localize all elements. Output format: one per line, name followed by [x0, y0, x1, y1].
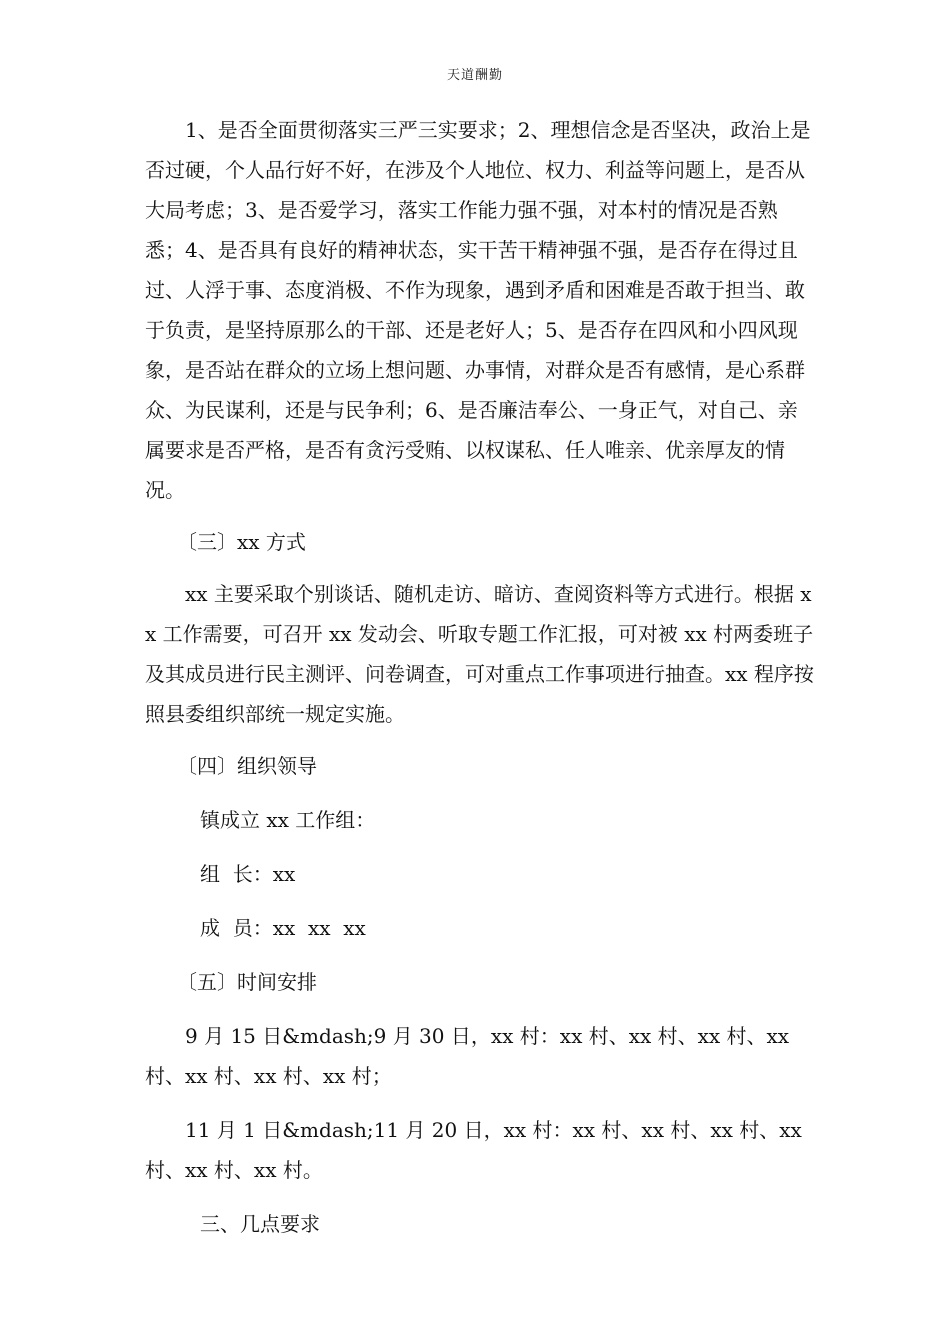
criteria-paragraph: 1、是否全面贯彻落实三严三实要求；2、理想信念是否坚决，政治上是否过硬，个人品行好不好，在涉及个人地位、权力、利益等问题上，是否从大局考虑；3、是否爱学习，落实工作能力强不强，对本村的情况是否熟悉；4、是否具有良好的精神状态，实干苦干精神强不强，是否存在得过且过、人浮于事、态度消极、不作为现象，遇到矛盾和困难是否敢于担当、敢于负责，是坚持原那么的干部、还是老好人；5、是否存在四风和小四风现象，是否站在群众的立场上想问题、办事情，对群众是否有感情，是心系群众、为民谋利，还是与民争利；6、是否廉洁奉公、一身正气，对自己、亲属要求是否严格，是否有贪污受贿、以权谋私、任人唯亲、优亲厚友的情况。 — [145, 118, 811, 502]
section-5-schedule-2: 11 月 1 日&mdash;11 月 20 日，xx 村：xx 村、xx 村、xx 村、xx 村、xx 村、xx 村。 — [145, 1118, 802, 1182]
section-4-heading: 〔四〕组织领导 — [177, 754, 317, 778]
section-3-paragraph: xx 主要采取个别谈话、随机走访、暗访、查阅资料等方式进行。根据 xx 工作需要，可召开 xx 发动会、听取专题工作汇报，可对被 xx 村两委班子及其成员进行民主测评、问卷调查，可对重点工作事项进行抽查。xx 程序按照县委组织部统一规定实施。 — [145, 582, 814, 726]
section-4-members: 成 员：xx xx xx — [200, 916, 366, 940]
part-3-heading: 三、几点要求 — [200, 1212, 320, 1236]
section-5-heading: 〔五〕时间安排 — [177, 970, 317, 994]
document-body — [145, 110, 815, 1244]
section-4-intro: 镇成立 xx 工作组： — [200, 808, 376, 832]
section-3-heading: 〔三〕xx 方式 — [177, 530, 306, 554]
section-4-leader: 组 长：xx — [200, 862, 296, 886]
section-5-schedule-1: 9 月 15 日&mdash;9 月 30 日，xx 村：xx 村、xx 村、xx 村、xx 村、xx 村、xx 村、xx 村； — [145, 1024, 790, 1088]
page-header: 天道酬勤 — [446, 68, 503, 83]
